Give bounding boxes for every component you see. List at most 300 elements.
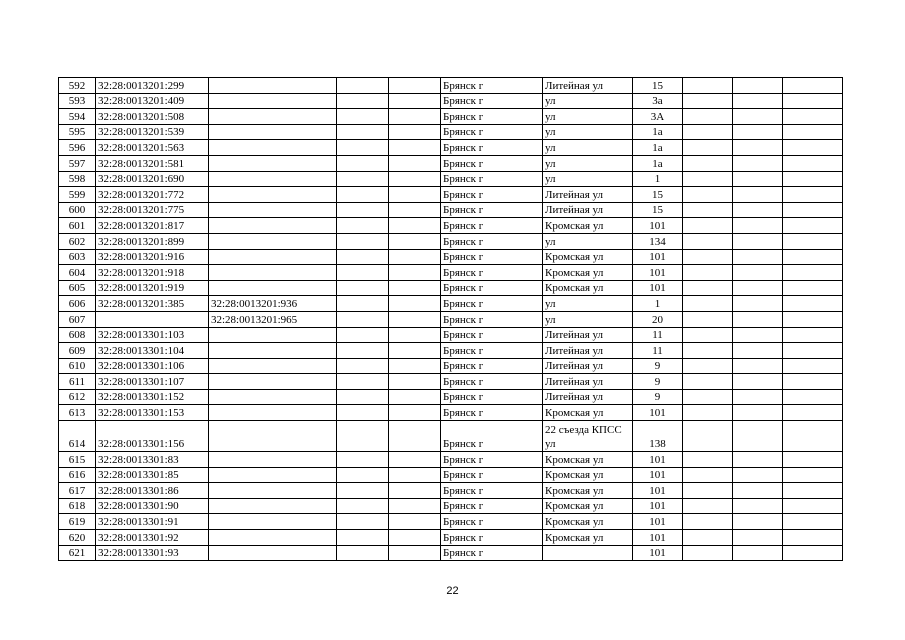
table-row <box>59 467 843 483</box>
empty-cell <box>389 187 441 203</box>
house-number-cell: 101 <box>633 452 683 468</box>
linked-cadastral-number-cell <box>209 545 337 561</box>
empty-cell <box>783 93 843 109</box>
empty-cell <box>783 280 843 296</box>
city-cell: Брянск г <box>441 483 543 499</box>
empty-cell <box>683 452 733 468</box>
empty-cell <box>389 405 441 421</box>
city-cell: Брянск г <box>441 78 543 94</box>
empty-cell <box>783 155 843 171</box>
cadastral-number-cell: 32:28:0013301:83 <box>96 452 209 468</box>
row-number-cell: 612 <box>59 389 96 405</box>
empty-cell <box>733 233 783 249</box>
empty-cell <box>733 498 783 514</box>
empty-cell <box>783 358 843 374</box>
street-cell: Кромская ул <box>543 405 633 421</box>
house-number-cell: 9 <box>633 389 683 405</box>
cadastral-number-cell: 32:28:0013201:581 <box>96 155 209 171</box>
empty-cell <box>337 405 389 421</box>
empty-cell <box>733 171 783 187</box>
cadastral-number-cell: 32:28:0013201:775 <box>96 202 209 218</box>
city-cell: Брянск г <box>441 405 543 421</box>
empty-cell <box>389 171 441 187</box>
empty-cell <box>389 327 441 343</box>
street-cell: 22 съезда КПСС ул <box>543 421 633 452</box>
empty-cell <box>337 93 389 109</box>
row-number-cell: 618 <box>59 498 96 514</box>
city-cell: Брянск г <box>441 109 543 125</box>
empty-cell <box>683 265 733 281</box>
table-row <box>59 78 843 94</box>
empty-cell <box>389 498 441 514</box>
row-number-cell: 599 <box>59 187 96 203</box>
cadastral-number-cell: 32:28:0013301:106 <box>96 358 209 374</box>
table-row <box>59 280 843 296</box>
city-cell: Брянск г <box>441 280 543 296</box>
street-cell: ул <box>543 109 633 125</box>
empty-cell <box>337 530 389 546</box>
table-row <box>59 187 843 203</box>
empty-cell <box>337 374 389 390</box>
empty-cell <box>389 358 441 374</box>
table-row <box>59 530 843 546</box>
cadastral-number-cell: 32:28:0013201:916 <box>96 249 209 265</box>
city-cell: Брянск г <box>441 358 543 374</box>
empty-cell <box>683 140 733 156</box>
empty-cell <box>389 124 441 140</box>
empty-cell <box>337 327 389 343</box>
empty-cell <box>337 389 389 405</box>
house-number-cell: 3А <box>633 109 683 125</box>
empty-cell <box>683 327 733 343</box>
table-row <box>59 545 843 561</box>
row-number-cell: 607 <box>59 311 96 327</box>
table-row <box>59 93 843 109</box>
city-cell: Брянск г <box>441 265 543 281</box>
empty-cell <box>683 405 733 421</box>
empty-cell <box>783 249 843 265</box>
linked-cadastral-number-cell <box>209 218 337 234</box>
empty-cell <box>389 78 441 94</box>
city-cell: Брянск г <box>441 311 543 327</box>
empty-cell <box>337 202 389 218</box>
empty-cell <box>783 483 843 499</box>
table-row <box>59 327 843 343</box>
street-cell: Литейная ул <box>543 374 633 390</box>
empty-cell <box>337 218 389 234</box>
house-number-cell: 101 <box>633 530 683 546</box>
street-cell: Кромская ул <box>543 514 633 530</box>
empty-cell <box>783 140 843 156</box>
empty-cell <box>733 155 783 171</box>
empty-cell <box>683 530 733 546</box>
house-number-cell: 20 <box>633 311 683 327</box>
cadastral-number-cell: 32:28:0013201:385 <box>96 296 209 312</box>
empty-cell <box>683 109 733 125</box>
cadastral-number-cell: 32:28:0013301:92 <box>96 530 209 546</box>
empty-cell <box>733 343 783 359</box>
empty-cell <box>389 233 441 249</box>
empty-cell <box>783 171 843 187</box>
cadastral-number-cell: 32:28:0013201:899 <box>96 233 209 249</box>
street-cell: Литейная ул <box>543 78 633 94</box>
empty-cell <box>337 545 389 561</box>
empty-cell <box>389 280 441 296</box>
house-number-cell: 1а <box>633 155 683 171</box>
house-number-cell: 101 <box>633 405 683 421</box>
linked-cadastral-number-cell <box>209 155 337 171</box>
linked-cadastral-number-cell <box>209 93 337 109</box>
street-cell: ул <box>543 93 633 109</box>
empty-cell <box>783 514 843 530</box>
table-row <box>59 124 843 140</box>
row-number-cell: 614 <box>59 421 96 452</box>
street-cell: Кромская ул <box>543 483 633 499</box>
empty-cell <box>783 78 843 94</box>
cadastral-number-cell: 32:28:0013201:563 <box>96 140 209 156</box>
city-cell: Брянск г <box>441 93 543 109</box>
cadastral-number-cell: 32:28:0013301:93 <box>96 545 209 561</box>
street-cell: Кромская ул <box>543 218 633 234</box>
empty-cell <box>683 389 733 405</box>
street-cell: ул <box>543 124 633 140</box>
empty-cell <box>683 545 733 561</box>
house-number-cell: 101 <box>633 514 683 530</box>
row-number-cell: 596 <box>59 140 96 156</box>
city-cell: Брянск г <box>441 452 543 468</box>
cadastral-number-cell: 32:28:0013301:153 <box>96 405 209 421</box>
cadastral-number-cell: 32:28:0013201:409 <box>96 93 209 109</box>
empty-cell <box>389 483 441 499</box>
row-number-cell: 604 <box>59 265 96 281</box>
empty-cell <box>389 545 441 561</box>
empty-cell <box>389 155 441 171</box>
linked-cadastral-number-cell <box>209 280 337 296</box>
linked-cadastral-number-cell <box>209 78 337 94</box>
empty-cell <box>337 233 389 249</box>
empty-cell <box>683 311 733 327</box>
table-row <box>59 483 843 499</box>
empty-cell <box>683 187 733 203</box>
linked-cadastral-number-cell <box>209 327 337 343</box>
empty-cell <box>783 202 843 218</box>
empty-cell <box>683 421 733 452</box>
empty-cell <box>337 280 389 296</box>
street-cell: Кромская ул <box>543 265 633 281</box>
empty-cell <box>683 296 733 312</box>
row-number-cell: 620 <box>59 530 96 546</box>
empty-cell <box>389 374 441 390</box>
empty-cell <box>389 265 441 281</box>
empty-cell <box>683 343 733 359</box>
empty-cell <box>733 202 783 218</box>
empty-cell <box>683 171 733 187</box>
empty-cell <box>337 265 389 281</box>
city-cell: Брянск г <box>441 467 543 483</box>
linked-cadastral-number-cell <box>209 483 337 499</box>
empty-cell <box>733 452 783 468</box>
empty-cell <box>389 109 441 125</box>
empty-cell <box>783 233 843 249</box>
empty-cell <box>783 405 843 421</box>
empty-cell <box>389 421 441 452</box>
empty-cell <box>389 140 441 156</box>
city-cell: Брянск г <box>441 249 543 265</box>
empty-cell <box>337 155 389 171</box>
table-row <box>59 311 843 327</box>
row-number-cell: 597 <box>59 155 96 171</box>
linked-cadastral-number-cell <box>209 124 337 140</box>
house-number-cell: 3а <box>633 93 683 109</box>
empty-cell <box>389 530 441 546</box>
empty-cell <box>783 389 843 405</box>
cadastral-number-cell: 32:28:0013201:817 <box>96 218 209 234</box>
empty-cell <box>337 296 389 312</box>
empty-cell <box>733 109 783 125</box>
linked-cadastral-number-cell <box>209 233 337 249</box>
row-number-cell: 600 <box>59 202 96 218</box>
empty-cell <box>733 389 783 405</box>
row-number-cell: 598 <box>59 171 96 187</box>
empty-cell <box>733 187 783 203</box>
house-number-cell: 101 <box>633 467 683 483</box>
empty-cell <box>683 374 733 390</box>
house-number-cell: 1 <box>633 296 683 312</box>
empty-cell <box>389 93 441 109</box>
city-cell: Брянск г <box>441 218 543 234</box>
linked-cadastral-number-cell <box>209 265 337 281</box>
empty-cell <box>389 249 441 265</box>
empty-cell <box>389 311 441 327</box>
city-cell: Брянск г <box>441 530 543 546</box>
empty-cell <box>783 109 843 125</box>
empty-cell <box>733 374 783 390</box>
street-cell: Кромская ул <box>543 498 633 514</box>
empty-cell <box>683 202 733 218</box>
empty-cell <box>389 389 441 405</box>
street-cell: ул <box>543 296 633 312</box>
empty-cell <box>783 530 843 546</box>
row-number-cell: 608 <box>59 327 96 343</box>
cadastral-number-cell: 32:28:0013301:107 <box>96 374 209 390</box>
empty-cell <box>783 187 843 203</box>
house-number-cell: 11 <box>633 343 683 359</box>
city-cell: Брянск г <box>441 514 543 530</box>
empty-cell <box>337 498 389 514</box>
cadastral-number-cell: 32:28:0013201:772 <box>96 187 209 203</box>
empty-cell <box>783 421 843 452</box>
cadastral-number-cell: 32:28:0013301:156 <box>96 421 209 452</box>
empty-cell <box>733 327 783 343</box>
empty-cell <box>733 514 783 530</box>
cadastral-number-cell: 32:28:0013201:919 <box>96 280 209 296</box>
linked-cadastral-number-cell <box>209 109 337 125</box>
cadastral-number-cell: 32:28:0013301:104 <box>96 343 209 359</box>
cadastral-number-cell: 32:28:0013301:90 <box>96 498 209 514</box>
house-number-cell: 15 <box>633 187 683 203</box>
cadastral-number-cell: 32:28:0013201:539 <box>96 124 209 140</box>
row-number-cell: 593 <box>59 93 96 109</box>
table-row <box>59 171 843 187</box>
empty-cell <box>733 405 783 421</box>
empty-cell <box>733 124 783 140</box>
empty-cell <box>337 124 389 140</box>
empty-cell <box>733 545 783 561</box>
street-cell: ул <box>543 155 633 171</box>
house-number-cell: 101 <box>633 218 683 234</box>
linked-cadastral-number-cell <box>209 389 337 405</box>
cadastral-number-cell: 32:28:0013201:508 <box>96 109 209 125</box>
empty-cell <box>783 374 843 390</box>
street-cell: Литейная ул <box>543 343 633 359</box>
empty-cell <box>783 343 843 359</box>
linked-cadastral-number-cell <box>209 452 337 468</box>
city-cell: Брянск г <box>441 498 543 514</box>
empty-cell <box>337 109 389 125</box>
empty-cell <box>337 452 389 468</box>
row-number-cell: 609 <box>59 343 96 359</box>
empty-cell <box>337 421 389 452</box>
house-number-cell: 101 <box>633 545 683 561</box>
linked-cadastral-number-cell <box>209 187 337 203</box>
house-number-cell: 101 <box>633 265 683 281</box>
table-row <box>59 218 843 234</box>
empty-cell <box>733 296 783 312</box>
empty-cell <box>783 296 843 312</box>
empty-cell <box>683 467 733 483</box>
table-row <box>59 109 843 125</box>
street-cell: Литейная ул <box>543 358 633 374</box>
empty-cell <box>389 467 441 483</box>
row-number-cell: 592 <box>59 78 96 94</box>
street-cell <box>543 545 633 561</box>
house-number-cell: 101 <box>633 498 683 514</box>
empty-cell <box>733 530 783 546</box>
cadastral-number-cell: 32:28:0013301:86 <box>96 483 209 499</box>
house-number-cell: 9 <box>633 358 683 374</box>
linked-cadastral-number-cell <box>209 249 337 265</box>
table-row <box>59 249 843 265</box>
row-number-cell: 619 <box>59 514 96 530</box>
street-cell: Литейная ул <box>543 327 633 343</box>
empty-cell <box>733 421 783 452</box>
empty-cell <box>683 483 733 499</box>
empty-cell <box>783 498 843 514</box>
empty-cell <box>389 202 441 218</box>
table-row <box>59 514 843 530</box>
linked-cadastral-number-cell <box>209 467 337 483</box>
table-row <box>59 452 843 468</box>
empty-cell <box>389 343 441 359</box>
table-row <box>59 498 843 514</box>
empty-cell <box>683 358 733 374</box>
street-cell: Кромская ул <box>543 467 633 483</box>
cadastral-number-cell: 32:28:0013301:91 <box>96 514 209 530</box>
linked-cadastral-number-cell: 32:28:0013201:965 <box>209 311 337 327</box>
table-row <box>59 265 843 281</box>
empty-cell <box>337 343 389 359</box>
empty-cell <box>337 78 389 94</box>
row-number-cell: 595 <box>59 124 96 140</box>
city-cell: Брянск г <box>441 171 543 187</box>
empty-cell <box>683 93 733 109</box>
house-number-cell: 134 <box>633 233 683 249</box>
empty-cell <box>783 545 843 561</box>
empty-cell <box>783 124 843 140</box>
linked-cadastral-number-cell <box>209 374 337 390</box>
empty-cell <box>337 171 389 187</box>
empty-cell <box>733 140 783 156</box>
empty-cell <box>733 311 783 327</box>
table-row <box>59 389 843 405</box>
cadastral-number-cell: 32:28:0013201:299 <box>96 78 209 94</box>
table-row <box>59 374 843 390</box>
empty-cell <box>683 78 733 94</box>
empty-cell <box>783 327 843 343</box>
linked-cadastral-number-cell <box>209 358 337 374</box>
cadastral-number-cell: 32:28:0013301:152 <box>96 389 209 405</box>
cadastral-number-cell: 32:28:0013201:690 <box>96 171 209 187</box>
house-number-cell: 15 <box>633 202 683 218</box>
empty-cell <box>733 358 783 374</box>
table-row <box>59 233 843 249</box>
empty-cell <box>733 218 783 234</box>
street-cell: Кромская ул <box>543 530 633 546</box>
city-cell: Брянск г <box>441 187 543 203</box>
house-number-cell: 1а <box>633 124 683 140</box>
cadastral-number-cell: 32:28:0013201:918 <box>96 265 209 281</box>
empty-cell <box>733 280 783 296</box>
empty-cell <box>337 311 389 327</box>
street-cell: Кромская ул <box>543 249 633 265</box>
empty-cell <box>389 452 441 468</box>
empty-cell <box>683 218 733 234</box>
city-cell: Брянск г <box>441 124 543 140</box>
city-cell: Брянск г <box>441 202 543 218</box>
linked-cadastral-number-cell <box>209 171 337 187</box>
empty-cell <box>389 218 441 234</box>
city-cell: Брянск г <box>441 374 543 390</box>
row-number-cell: 605 <box>59 280 96 296</box>
cadastral-number-cell: 32:28:0013301:103 <box>96 327 209 343</box>
row-number-cell: 611 <box>59 374 96 390</box>
empty-cell <box>783 311 843 327</box>
house-number-cell: 9 <box>633 374 683 390</box>
city-cell: Брянск г <box>441 155 543 171</box>
linked-cadastral-number-cell <box>209 498 337 514</box>
linked-cadastral-number-cell <box>209 514 337 530</box>
street-cell: ул <box>543 233 633 249</box>
empty-cell <box>783 452 843 468</box>
table-row <box>59 343 843 359</box>
table-body <box>59 78 843 561</box>
street-cell: Литейная ул <box>543 202 633 218</box>
linked-cadastral-number-cell: 32:28:0013201:936 <box>209 296 337 312</box>
empty-cell <box>733 93 783 109</box>
house-number-cell: 101 <box>633 249 683 265</box>
row-number-cell: 594 <box>59 109 96 125</box>
row-number-cell: 616 <box>59 467 96 483</box>
street-cell: Литейная ул <box>543 389 633 405</box>
empty-cell <box>337 483 389 499</box>
house-number-cell: 11 <box>633 327 683 343</box>
row-number-cell: 615 <box>59 452 96 468</box>
empty-cell <box>389 514 441 530</box>
house-number-cell: 1 <box>633 171 683 187</box>
row-number-cell: 606 <box>59 296 96 312</box>
street-cell: Литейная ул <box>543 187 633 203</box>
empty-cell <box>683 280 733 296</box>
